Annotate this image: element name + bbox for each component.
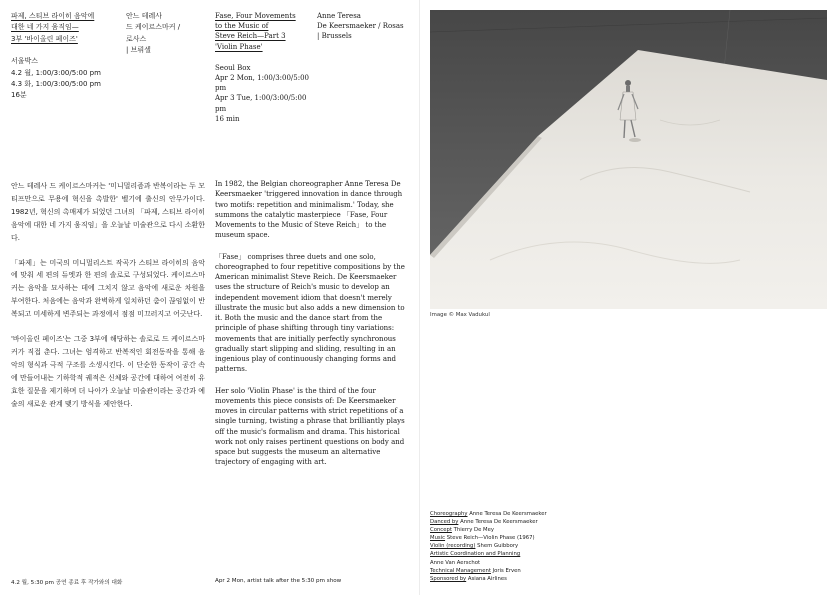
- english-duration: 16 min: [215, 114, 240, 123]
- english-title-line: Steve Reich—Part 3: [215, 32, 286, 41]
- performance-photo: [430, 10, 827, 309]
- english-paragraph: In 1982, the Belgian choreographer Anne Teresa De Keersmaeker 'triggered innovation in dance through two motifs: repetition and minimalism.' Today, she summons the catalytic masterpiece 「Fase, Four Movements to the Music of Steve Reich」 to the museum space.: [215, 180, 403, 240]
- credit-role: Violin (recording): [430, 543, 476, 550]
- credit-row: [430, 534, 547, 542]
- credit-role: Technical Management: [430, 567, 491, 574]
- english-title-line: to the Music of: [215, 22, 269, 31]
- english-body: [215, 179, 407, 479]
- korean-date: 4.2 월, 1:00/3:00/5:00 pm: [11, 68, 101, 77]
- english-artist-line: Anne Teresa: [317, 12, 361, 20]
- credit-name: Asiana Airlines: [467, 575, 507, 582]
- korean-duration: 16분: [11, 91, 27, 100]
- english-venue: Seoul Box: [215, 63, 251, 72]
- korean-artist-line: 안느 테레사: [126, 12, 163, 20]
- credit-name: Steve Reich—Violin Phase (1967): [446, 535, 535, 542]
- korean-paragraph: '바이올린 페이즈'는 그중 3부에 해당하는 솔로로 드 케이르스마커가 직접 춘다. 그녀는 엄격하고 반복적인 회전동작을 통해 음악의 형식과 극적 구조를 소생시킨다. 이 단순한 동작이 공간 속에 만들어내는 기하학적 궤적은 신체와 공간에 대하여 여전히 유효한 질문을 제기하며 더 나아가 오늘날 미술관이라는 공간과 예술의 새로운 관계 맺기 방식을 제안한다.: [11, 335, 205, 408]
- page-gutter: [419, 0, 420, 595]
- credit-role: Concept: [430, 527, 452, 534]
- english-footer: Apr 2 Mon, artist talk after the 5:30 pm show: [215, 578, 342, 584]
- credit-row: [430, 510, 547, 518]
- korean-title-line: 파제, 스티브 라이히 음악에: [11, 12, 95, 20]
- credit-role: Choreography: [430, 511, 468, 517]
- credit-role: Sponsored by: [430, 575, 467, 582]
- performance-photo-drawing: [430, 10, 827, 309]
- korean-venue: 서울박스: [11, 57, 39, 66]
- korean-date: 4.3 화, 1:00/3:00/5:00 pm: [11, 80, 101, 89]
- credit-name: Anne Teresa De Keersmaeker: [469, 511, 547, 517]
- korean-artist-line: | 브뤼셀: [126, 46, 151, 55]
- english-paragraph: Her solo 'Violin Phase' is the third of the four movements this piece consists of: De Keersmaeker moves in circular patterns with strict repetitions of a single turning, twisting a phrase that brilliantly plays off the music's formalism and drama. This historical work not only raises pertinent questions on body and space but suggests the museum an alternative trajectory of engaging with art.: [215, 386, 405, 467]
- credit-name: Anne Teresa De Keersmaeker: [460, 519, 538, 526]
- english-title-block: [215, 11, 315, 124]
- image-credit: Image © Max Vadukul: [430, 312, 490, 318]
- credit-row: [430, 526, 547, 534]
- korean-paragraph: 안느 테레사 드 케이르스마커는 '미니멀리즘과 반복이라는 두 모티프만으로 무용에 혁신을 촉발한' 벨기에 출신의 안무가이다. 1982년, 혁신의 촉매제가 되었던 그녀의 「파제, 스티브 라이히 음악에 대한 네 가지 움직임」을 오늘날 미술관으로 다시 소환한다.: [11, 182, 205, 242]
- english-title-line: Fase, Four Movements: [215, 12, 296, 20]
- credit-row: [430, 550, 547, 558]
- credit-name: Anne Van Aerschot: [430, 559, 481, 566]
- english-title-line: 'Violin Phase': [215, 42, 263, 51]
- english-date: Apr 2 Mon, 1:00/3:00/5:00 pm: [215, 74, 310, 93]
- credit-name: Shem Guibbory: [477, 543, 519, 550]
- credit-row: [430, 542, 547, 550]
- english-paragraph: 「Fase」 comprises three duets and one solo, choreographed to four repetitive compositions by the American minimalist Steve Reich. De Keersmaeker uses the structure of Reich's music to develop an independent movement idiom that doesn't merely illustrate the music but also adds a new dimension to it. Both the music and the dance start from the principle of phase shifting through tiny variations: movements that are initially perfectly synchronous gradually start slipping and sliding, resulting in an ingenious play of continuously changing forms and patterns.: [215, 252, 405, 374]
- credit-name: Joris Erven: [492, 567, 521, 574]
- credit-role: Danced by: [430, 519, 459, 526]
- english-artist-block: [317, 11, 415, 42]
- korean-body: [11, 180, 205, 422]
- credit-role: Artistic Coordination and Planning: [430, 551, 521, 558]
- korean-footer: 4.2 월, 5:30 pm 공연 종료 후 작가와의 대화: [11, 580, 123, 586]
- credit-row: [430, 567, 547, 575]
- korean-artist-block: [126, 11, 206, 57]
- credit-row: [430, 518, 547, 526]
- korean-title-line: 대한 네 가지 움직임—: [11, 23, 79, 32]
- korean-artist-line: 로사스: [126, 34, 147, 43]
- credit-row: [430, 575, 547, 583]
- korean-artist-line: 드 케이르스마커 /: [126, 23, 181, 32]
- credits-list: [430, 510, 547, 583]
- korean-title-block: [11, 11, 119, 102]
- korean-paragraph: 「파제」는 미국의 미니멀리스트 작곡가 스티브 라이히의 음악에 맞춰 세 편의 듀엣과 한 편의 솔로로 구성되었다. 케이르스마커는 음악을 묘사하는 데에 그치지 않고 음악에 새로운 차원을 부여한다. 처음에는 음악과 완벽하게 일치하던 춤이 끊임없이 반복되고 미세하게 변주되는 과정에서 점점 미끄러지고 어긋난다.: [11, 258, 205, 319]
- credit-row: [430, 559, 547, 567]
- korean-title-line: 3부 '바이올린 페이즈': [11, 34, 78, 43]
- english-date: Apr 3 Tue, 1:00/3:00/5:00 pm: [215, 94, 307, 113]
- english-artist-line: | Brussels: [317, 32, 352, 41]
- english-artist-line: De Keersmaeker / Rosas: [317, 22, 404, 31]
- credit-name: Thierry De Mey: [453, 527, 494, 534]
- credit-role: Music: [430, 535, 446, 542]
